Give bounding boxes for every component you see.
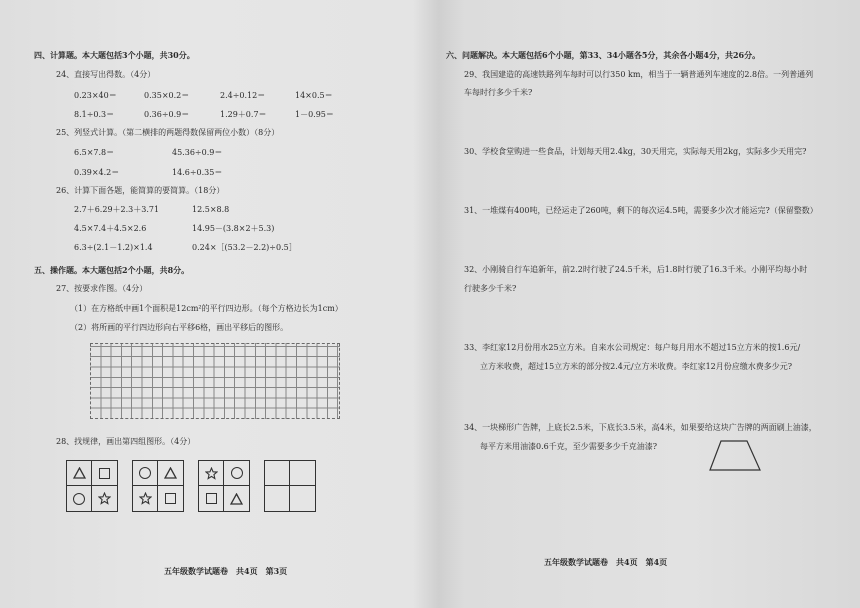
q34-line1: 34、一块梯形广告牌，上底长2.5米，下底长3.5米，高4米，如果要给这块广告牌的两面刷上油漆， [464,423,817,432]
circle-icon [224,461,249,486]
q24-item: 0.35×0.2＝ [144,91,190,100]
q32-line1: 32、小刚骑自行车追新年，前2.2时行驶了24.5千米，后1.8时行驶了16.3千米。小刚平均每小时 [464,265,808,274]
right-footer: 五年级数学试题卷 共4页 第4页 [544,557,668,567]
right-page [440,0,860,608]
q25-item: 6.5×7.8＝ [74,148,115,157]
square-icon [158,486,183,511]
q27-sub1: （1）在方格纸中画1个面积是12cm²的平行四边形。（每个方格边长为1cm） [70,304,343,313]
section6-title: 六、问题解决。本大题包括6个小题，第33、34小题各5分，其余各小题4分，共26分。 [446,50,761,60]
q29-line2: 车每时行多少千米? [464,88,533,97]
q26-item: 4.5×7.4＋4.5×2.6 [74,224,147,233]
trapezoid-figure [707,440,763,472]
q24-item: 1－0.95＝ [295,110,334,119]
q26-item: 12.5×8.8 [192,205,230,214]
q34-line2: 每平方米用油漆0.6千克，至少需要多少千克油漆? [480,442,658,451]
star-icon [92,486,117,511]
triangle-icon [67,461,92,486]
q24-item: 0.23×40＝ [74,91,117,100]
q27-title: 27、按要求作图。（4分） [56,284,148,293]
triangle-icon [158,461,183,486]
pattern-group-1 [66,460,118,512]
square-icon [199,486,224,511]
star-icon [199,461,224,486]
q25-item: 14.6÷0.35＝ [172,168,223,177]
q24-item: 14×0.5＝ [295,91,333,100]
pattern-group-4-blank[interactable] [264,460,316,512]
grid-paper[interactable] [90,343,340,419]
q24-item: 0.36÷0.9＝ [144,110,190,119]
circle-icon [133,461,158,486]
square-icon [92,461,117,486]
q24-item: 1.29＋0.7＝ [220,110,267,119]
q31: 31、一堆煤有400吨，已经运走了260吨，剩下的每次运4.5吨，需要多少次才能运完?（保留整数） [464,206,818,215]
q29-line1: 29、我国建造的高速铁路列车每时可以行350 km，相当于一辆普通列车速度的2.8倍。一列普通列 [464,70,814,79]
triangle-icon [224,486,249,511]
star-icon [133,486,158,511]
q25-item: 45.36÷0.9＝ [172,148,223,157]
q30: 30、学校食堂购进一些食品，计划每天用2.4kg，30天用完，实际每天用2kg，实际多少天用完? [464,147,807,156]
left-footer: 五年级数学试题卷 共4页 第3页 [164,566,288,576]
q33-line1: 33、李红家12月份用水25立方米。自来水公司规定：每户每月用水不超过15立方米的按1.6元/ [464,343,801,352]
q28-title: 28、找规律，画出第四组图形。（4分） [56,437,196,446]
q24-title: 24、直接写出得数。（4分） [56,70,156,79]
q33-line2: 立方米收费，超过15立方米的部分按2.4元/立方米收费。李红家12月份应缴水费多少元? [480,362,793,371]
q27-sub2: （2）将所画的平行四边形向右平移6格，画出平移后的图形。 [70,323,289,332]
q32-line2: 行驶多少千米? [464,284,517,293]
blank-cell[interactable] [290,486,315,511]
q26-item: 6.3÷(2.1－1.2)×1.4 [74,243,153,252]
blank-cell[interactable] [265,486,290,511]
blank-cell[interactable] [290,461,315,486]
q26-item: 14.95－(3.8×2＋5.3) [192,224,275,233]
blank-cell[interactable] [265,461,290,486]
q24-item: 8.1÷0.3＝ [74,110,115,119]
section5-title: 五、操作题。本大题包括2个小题，共8分。 [34,265,190,275]
q26-item: 2.7＋6.29＋2.3＋3.71 [74,205,160,214]
q25-title: 25、列竖式计算。（第二横排的两题得数保留两位小数）（8分） [56,128,280,137]
q26-title: 26、计算下面各题，能简算的要简算。（18分） [56,186,225,195]
q26-item: 0.24×［(53.2－2.2)÷0.5］ [192,243,297,252]
pattern-group-2 [132,460,184,512]
pattern-group-3 [198,460,250,512]
circle-icon [67,486,92,511]
q24-item: 2.4÷0.12＝ [220,91,266,100]
section4-title: 四、计算题。本大题包括3个小题，共30分。 [34,50,195,60]
q25-item: 0.39×4.2＝ [74,168,120,177]
